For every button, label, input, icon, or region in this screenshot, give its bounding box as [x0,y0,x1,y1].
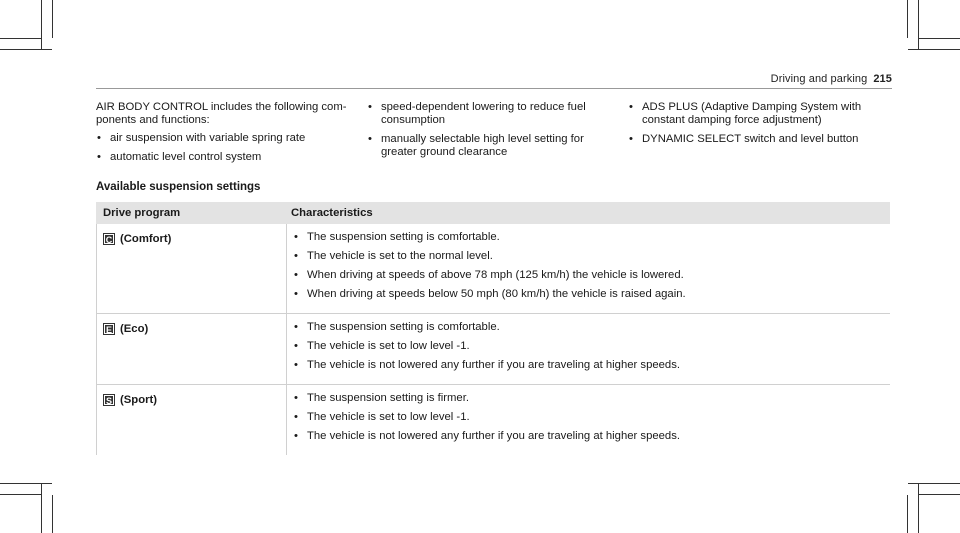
crop-mark [908,483,960,484]
crop-mark [41,484,42,533]
list-item: • air suspension with variable spring rate [96,132,360,145]
list-item: • DYNAMIC SELECT switch and level button [628,133,890,146]
drive-program-cell [97,385,287,455]
crop-mark [919,38,960,39]
drive-program-label: (Eco) [120,323,149,335]
crop-mark [0,49,52,50]
intro-column-2 [367,101,617,165]
crop-mark [907,495,908,533]
crop-mark [908,49,960,50]
drive-program-cell [97,314,287,384]
suspension-settings-table [96,202,890,455]
list-item: • The suspension setting is comfortable. [293,231,890,244]
comfort-mode-icon: C [103,233,115,245]
page-header [96,73,892,89]
characteristics-cell [287,224,890,313]
list-item: • The vehicle is not lowered any further if you are traveling at higher speeds. [293,430,890,443]
crop-mark [918,0,919,49]
sport-mode-icon: S [103,394,115,406]
section-title: Driving and parking [770,73,868,85]
crop-mark [919,494,960,495]
crop-mark [907,0,908,38]
table-row [96,314,890,385]
crop-mark [52,495,53,533]
crop-mark [52,0,53,38]
list-item: • When driving at speeds below 50 mph (80 km/h) the vehicle is raised again. [293,288,890,301]
eco-mode-icon: E [103,323,115,335]
crop-mark [41,0,42,49]
list-item: • When driving at speeds of above 78 mph (125 km/h) the vehicle is lowered. [293,269,890,282]
intro-list-2 [367,101,617,159]
list-item: • speed-dependent lowering to reduce fuel consumption [367,101,617,127]
characteristics-cell [287,385,890,455]
crop-mark [0,38,41,39]
crop-mark [0,483,52,484]
drive-program-cell [97,224,287,313]
list-item: • automatic level control system [96,151,360,164]
table-header [96,202,890,224]
list-item: • manually selectable high level setting for greater ground clearance [367,133,617,159]
drive-program-label: (Sport) [120,394,158,406]
list-item: • The vehicle is set to the normal level. [293,250,890,263]
intro-list-1 [96,132,360,164]
crop-mark [0,494,41,495]
list-item: • The vehicle is set to low level -1. [293,411,890,424]
intro-paragraph: AIR BODY CONTROL includes the following com- ponents and functions: [96,101,347,126]
header-characteristics: Characteristics [291,207,373,219]
characteristics-cell [287,314,890,384]
intro-list-3 [628,101,890,146]
list-item: • The suspension setting is comfortable. [293,321,890,334]
intro-column-1 [96,101,360,170]
table-row [96,385,890,455]
table-row [96,224,890,314]
list-item: • The suspension setting is firmer. [293,392,890,405]
crop-mark [918,484,919,533]
list-item: • The vehicle is not lowered any further if you are traveling at higher speeds. [293,359,890,372]
section-subheading: Available suspension settings [96,181,261,193]
header-text [771,73,892,85]
intro-column-3 [628,101,890,152]
header-drive-program: Drive program [103,207,181,219]
list-item: • The vehicle is set to low level -1. [293,340,890,353]
page-number: 215 [873,73,892,85]
list-item: • ADS PLUS (Adaptive Damping System with constant damping force adjustment) [628,101,890,127]
drive-program-label: (Comfort) [120,233,172,245]
